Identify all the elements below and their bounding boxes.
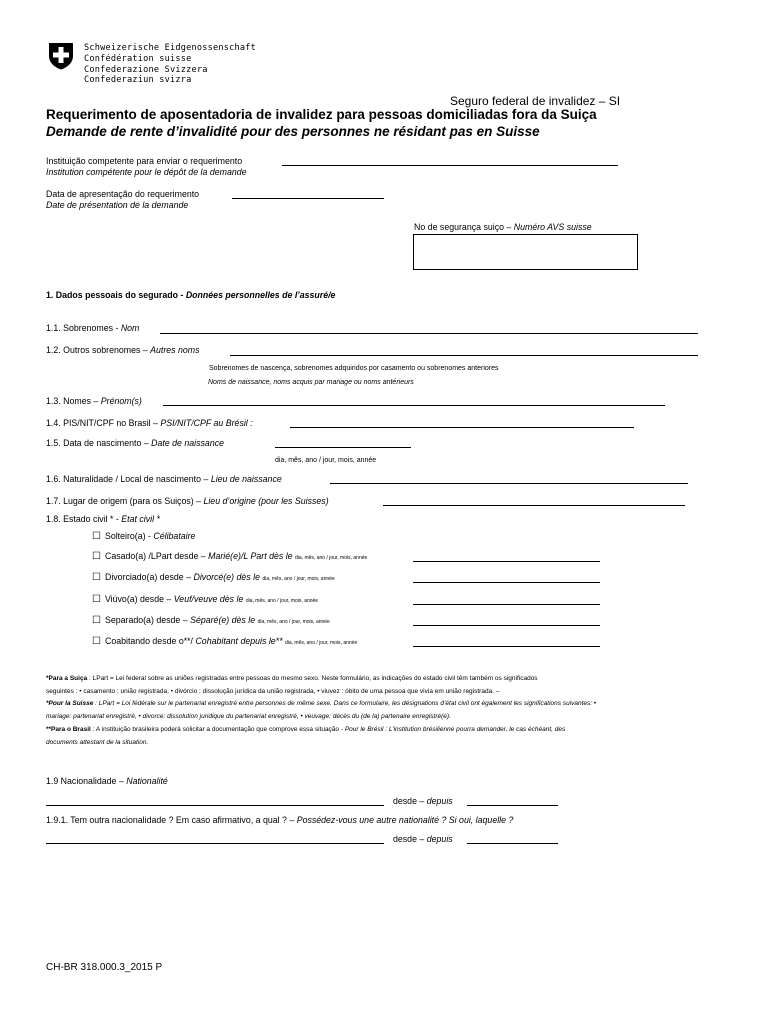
origin-label: 1.7. Lugar de origem (para os Suiços) – Lieu d’origine (pour les Suisses) xyxy=(46,496,329,506)
section1-heading: 1. Dados pessoais do segurado - Données personnelles de l’assuré/e xyxy=(46,290,336,300)
pis-label: 1.4. PIS/NIT/CPF no Brasil – PSI/NIT/CPF au Brésil : xyxy=(46,418,253,428)
other-nationality-since-field[interactable] xyxy=(467,843,558,844)
other-surnames-note-fr: Noms de naissance, noms acquis par mariage ou noms antérieurs xyxy=(208,379,414,386)
institution-label-fr: Institution compétente pour le dépôt de la demande xyxy=(46,167,247,177)
other-surnames-label: 1.2. Outros sobrenomes – Autres noms xyxy=(46,345,200,355)
married-date-field[interactable] xyxy=(413,561,600,562)
surname-field[interactable] xyxy=(160,333,698,334)
submission-date-label: Data de apresentação do requerimento xyxy=(46,189,200,199)
form-code: CH-BR 318.000.3_2015 P xyxy=(46,962,163,973)
other-nationality-since-label: desde – depuis xyxy=(393,834,453,844)
program-name: Seguro federal de invalidez – SI xyxy=(450,94,621,108)
title-pt: Requerimento de aposentadoria de invalidez para pessoas domiciliadas fora da Suiça xyxy=(46,107,597,122)
nationality-since-field[interactable] xyxy=(467,805,558,806)
pis-field[interactable] xyxy=(290,427,634,428)
footnote-switzerland-fr-2: mariage: partenariat enregistré, • divorce: dissolution juridique du partenariat enregistré, • veuvage: décès du (de la) partenaire enregistré(e). xyxy=(46,713,451,720)
civil-status-label: 1.8. Estado civil * - Etat civil * xyxy=(46,514,160,524)
cohabiting-checkbox[interactable]: ☐ Coabitando desde o**/ Cohabitant depuis le** dia, mês, ano / jour, mois, année xyxy=(92,636,358,647)
separated-checkbox[interactable]: ☐ Separado(a) desde – Séparé(e) dès le dia, mês, ano / jour, mois, année xyxy=(92,615,330,626)
submission-date-field[interactable] xyxy=(232,198,384,199)
avs-number-box[interactable] xyxy=(413,234,638,270)
title-fr: Demande de rente d’invalidité pour des personnes ne résidant pas en Suisse xyxy=(46,124,540,139)
first-names-field[interactable] xyxy=(163,405,665,406)
confederation-de: Schweizerische Eidgenossenschaft xyxy=(84,43,256,53)
birth-date-hint: dia, mês, ano / jour, mois, année xyxy=(275,457,377,464)
first-names-label: 1.3. Nomes – Prénom(s) xyxy=(46,396,142,406)
swiss-cross-icon xyxy=(48,42,74,70)
birth-date-field[interactable] xyxy=(275,447,411,448)
confederation-fr: Confédération suisse xyxy=(84,53,192,64)
married-checkbox[interactable]: ☐ Casado(a) /LPart desde – Marié(e)/L Part dès le dia, mês, ano / jour, mois, année xyxy=(92,551,368,562)
avs-label: No de segurança suiço – Numéro AVS suisse xyxy=(414,222,592,232)
divorced-date-field[interactable] xyxy=(413,582,600,583)
other-surnames-field[interactable] xyxy=(230,355,698,356)
other-nationality-field[interactable] xyxy=(46,843,384,844)
birth-date-label: 1.5. Data de nascimento – Date de naissance xyxy=(46,438,225,448)
surname-label: 1.1. Sobrenomes - Nom xyxy=(46,323,140,333)
footnote-switzerland-pt-2: seguintes : • casamento : união registrada, • divórcio : dissolução jurídica da união registrada, • viuvez : óbito de uma pessoa que vivia em união registrada. – xyxy=(46,688,500,695)
institution-field[interactable] xyxy=(282,165,618,166)
confederation-names xyxy=(84,43,256,86)
footnote-brazil-2: documents attestant de la situation. xyxy=(46,739,149,746)
confederation-rm: Confederaziun svizra xyxy=(84,75,192,86)
divorced-checkbox[interactable]: ☐ Divorciado(a) desde – Divorcé(e) dès le dia, mês, ano / jour, mois, année xyxy=(92,572,335,583)
footnote-brazil: **Para o Brasil : A instituição brasileira poderá solicitar a documentação que comprove essa situação - Pour le Brésil : L’institution brésilienne pourra demander, le cas échéant, des xyxy=(46,726,566,733)
nationality-field[interactable] xyxy=(46,805,384,806)
submission-date-label-fr: Date de présentation de la demande xyxy=(46,200,189,210)
other-surnames-note: Sobrenomes de nascença, sobrenomes adquiridos por casamento ou sobrenomes anteriores xyxy=(209,365,499,372)
birthplace-field[interactable] xyxy=(330,483,688,484)
nationality-since-label: desde – depuis xyxy=(393,796,453,806)
cohabiting-date-field[interactable] xyxy=(413,646,600,647)
footnote-switzerland-pt: *Para a Suiça : LPart = Lei federal sobre as uniões registradas entre pessoas do mesmo sexo. Neste formulário, as indicações do estado civil têm também os significados xyxy=(46,675,538,682)
institution-label: Instituição competente para enviar o requerimento xyxy=(46,156,243,166)
other-nationality-label: 1.9.1. Tem outra nacionalidade ? Em caso afirmativo, a qual ? – Possédez-vous une autre nationalité ? Si oui, laquelle ? xyxy=(46,815,514,825)
nationality-label: 1.9 Nacionalidade – Nationalité xyxy=(46,776,168,786)
footnote-switzerland-fr: *Pour la Suisse : LPart = Loi fédérale sur le partenariat enregistré entre personnes de même sexe. Dans ce formulaire, les désignations d’état civil ont également les significations suivantes: • xyxy=(46,700,597,707)
origin-field[interactable] xyxy=(383,505,685,506)
confederation-it: Confederazione Svizzera xyxy=(84,64,208,75)
birthplace-label: 1.6. Naturalidade / Local de nascimento – Lieu de naissance xyxy=(46,474,282,484)
separated-date-field[interactable] xyxy=(413,625,600,626)
widowed-date-field[interactable] xyxy=(413,604,600,605)
widowed-checkbox[interactable]: ☐ Viúvo(a) desde – Veuf/veuve dès le dia, mês, ano / jour, mois, année xyxy=(92,594,319,605)
single-checkbox[interactable]: ☐ Solteiro(a) - Célibataire xyxy=(92,531,196,542)
